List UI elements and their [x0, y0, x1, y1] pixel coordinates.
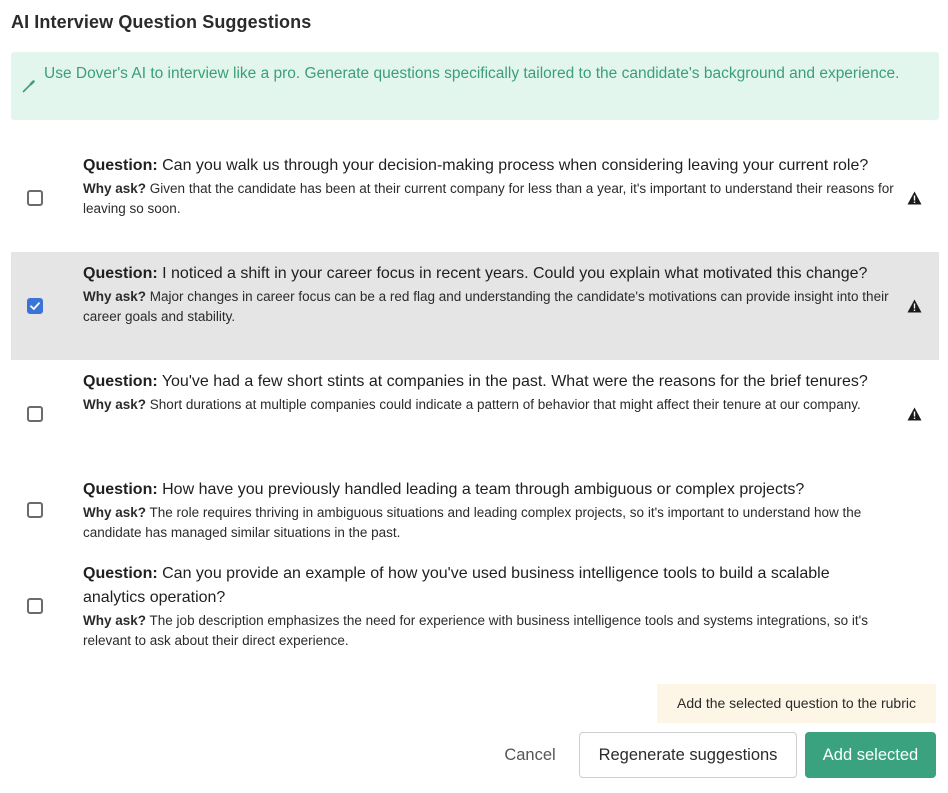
add-selected-button[interactable]: Add selected	[805, 732, 936, 778]
question-label: Question:	[83, 481, 158, 498]
question-text	[83, 370, 895, 394]
question-text	[83, 562, 895, 610]
question-text	[83, 262, 895, 286]
question-body: Can you walk us through your decision-making process when considering leaving your current role?	[162, 157, 869, 174]
question-label: Question:	[83, 565, 158, 582]
question-checkbox[interactable]	[27, 190, 43, 206]
why-ask-text	[83, 611, 895, 651]
question-content	[83, 370, 895, 415]
why-ask-label: Why ask?	[83, 181, 147, 196]
why-ask-body: Given that the candidate has been at their current company for less than a year, it's important to understand their reasons for leaving so soon.	[83, 181, 894, 216]
question-content	[83, 478, 895, 543]
why-ask-body: Short durations at multiple companies could indicate a pattern of behavior that might affect their tenure at our company.	[149, 397, 861, 412]
add-selected-tooltip: Add the selected question to the rubric	[657, 684, 936, 723]
question-checkbox[interactable]	[27, 598, 43, 614]
question-checkbox[interactable]	[27, 406, 43, 422]
banner-text: Use Dover's AI to interview like a pro. Generate questions specifically tailored to the candidate's background and experience.	[44, 65, 900, 82]
warning-icon	[907, 191, 922, 205]
why-ask-label: Why ask?	[83, 613, 147, 628]
why-ask-label: Why ask?	[83, 505, 147, 520]
question-checkbox-checked[interactable]	[27, 298, 43, 314]
warning-icon	[907, 299, 922, 313]
warning-icon	[907, 407, 922, 421]
why-ask-text	[83, 287, 895, 327]
question-label: Question:	[83, 157, 158, 174]
question-body: How have you previously handled leading a team through ambiguous or complex projects?	[162, 481, 805, 498]
regenerate-suggestions-button[interactable]: Regenerate suggestions	[579, 732, 797, 778]
question-label: Question:	[83, 265, 158, 282]
question-row[interactable]	[11, 360, 939, 468]
question-text	[83, 154, 895, 178]
why-ask-text	[83, 179, 895, 219]
why-ask-body: The role requires thriving in ambiguous situations and leading complex projects, so it's important to understand how the candidate has managed similar situations in the past.	[83, 505, 862, 540]
magic-wand-icon	[21, 78, 37, 94]
question-row[interactable]	[11, 468, 939, 552]
question-body: I noticed a shift in your career focus in recent years. Could you explain what motivated this change?	[162, 265, 868, 282]
question-row[interactable]	[11, 144, 939, 252]
why-ask-text	[83, 395, 895, 415]
question-content	[83, 262, 895, 327]
question-body: Can you provide an example of how you've used business intelligence tools to build a scalable analytics operation?	[83, 565, 830, 606]
why-ask-text	[83, 503, 895, 543]
question-checkbox[interactable]	[27, 502, 43, 518]
why-ask-body: Major changes in career focus can be a red flag and understanding the candidate's motivations can provide insight into their career goals and stability.	[83, 289, 889, 324]
why-ask-body: The job description emphasizes the need for experience with business intelligence tools and systems integrations, so it's relevant to ask about their direct experience.	[83, 613, 869, 648]
check-icon	[29, 300, 41, 312]
why-ask-label: Why ask?	[83, 397, 147, 412]
why-ask-label: Why ask?	[83, 289, 147, 304]
question-content	[83, 562, 895, 651]
question-label: Question:	[83, 373, 158, 390]
question-body: You've had a few short stints at companies in the past. What were the reasons for the brief tenures?	[161, 373, 868, 390]
ai-info-banner	[11, 52, 939, 120]
dialog-title: AI Interview Question Suggestions	[11, 12, 312, 32]
question-content	[83, 154, 895, 219]
cancel-button[interactable]: Cancel	[490, 732, 570, 778]
question-row[interactable]	[11, 552, 939, 660]
question-text	[83, 478, 895, 502]
question-row-selected[interactable]	[11, 252, 939, 360]
